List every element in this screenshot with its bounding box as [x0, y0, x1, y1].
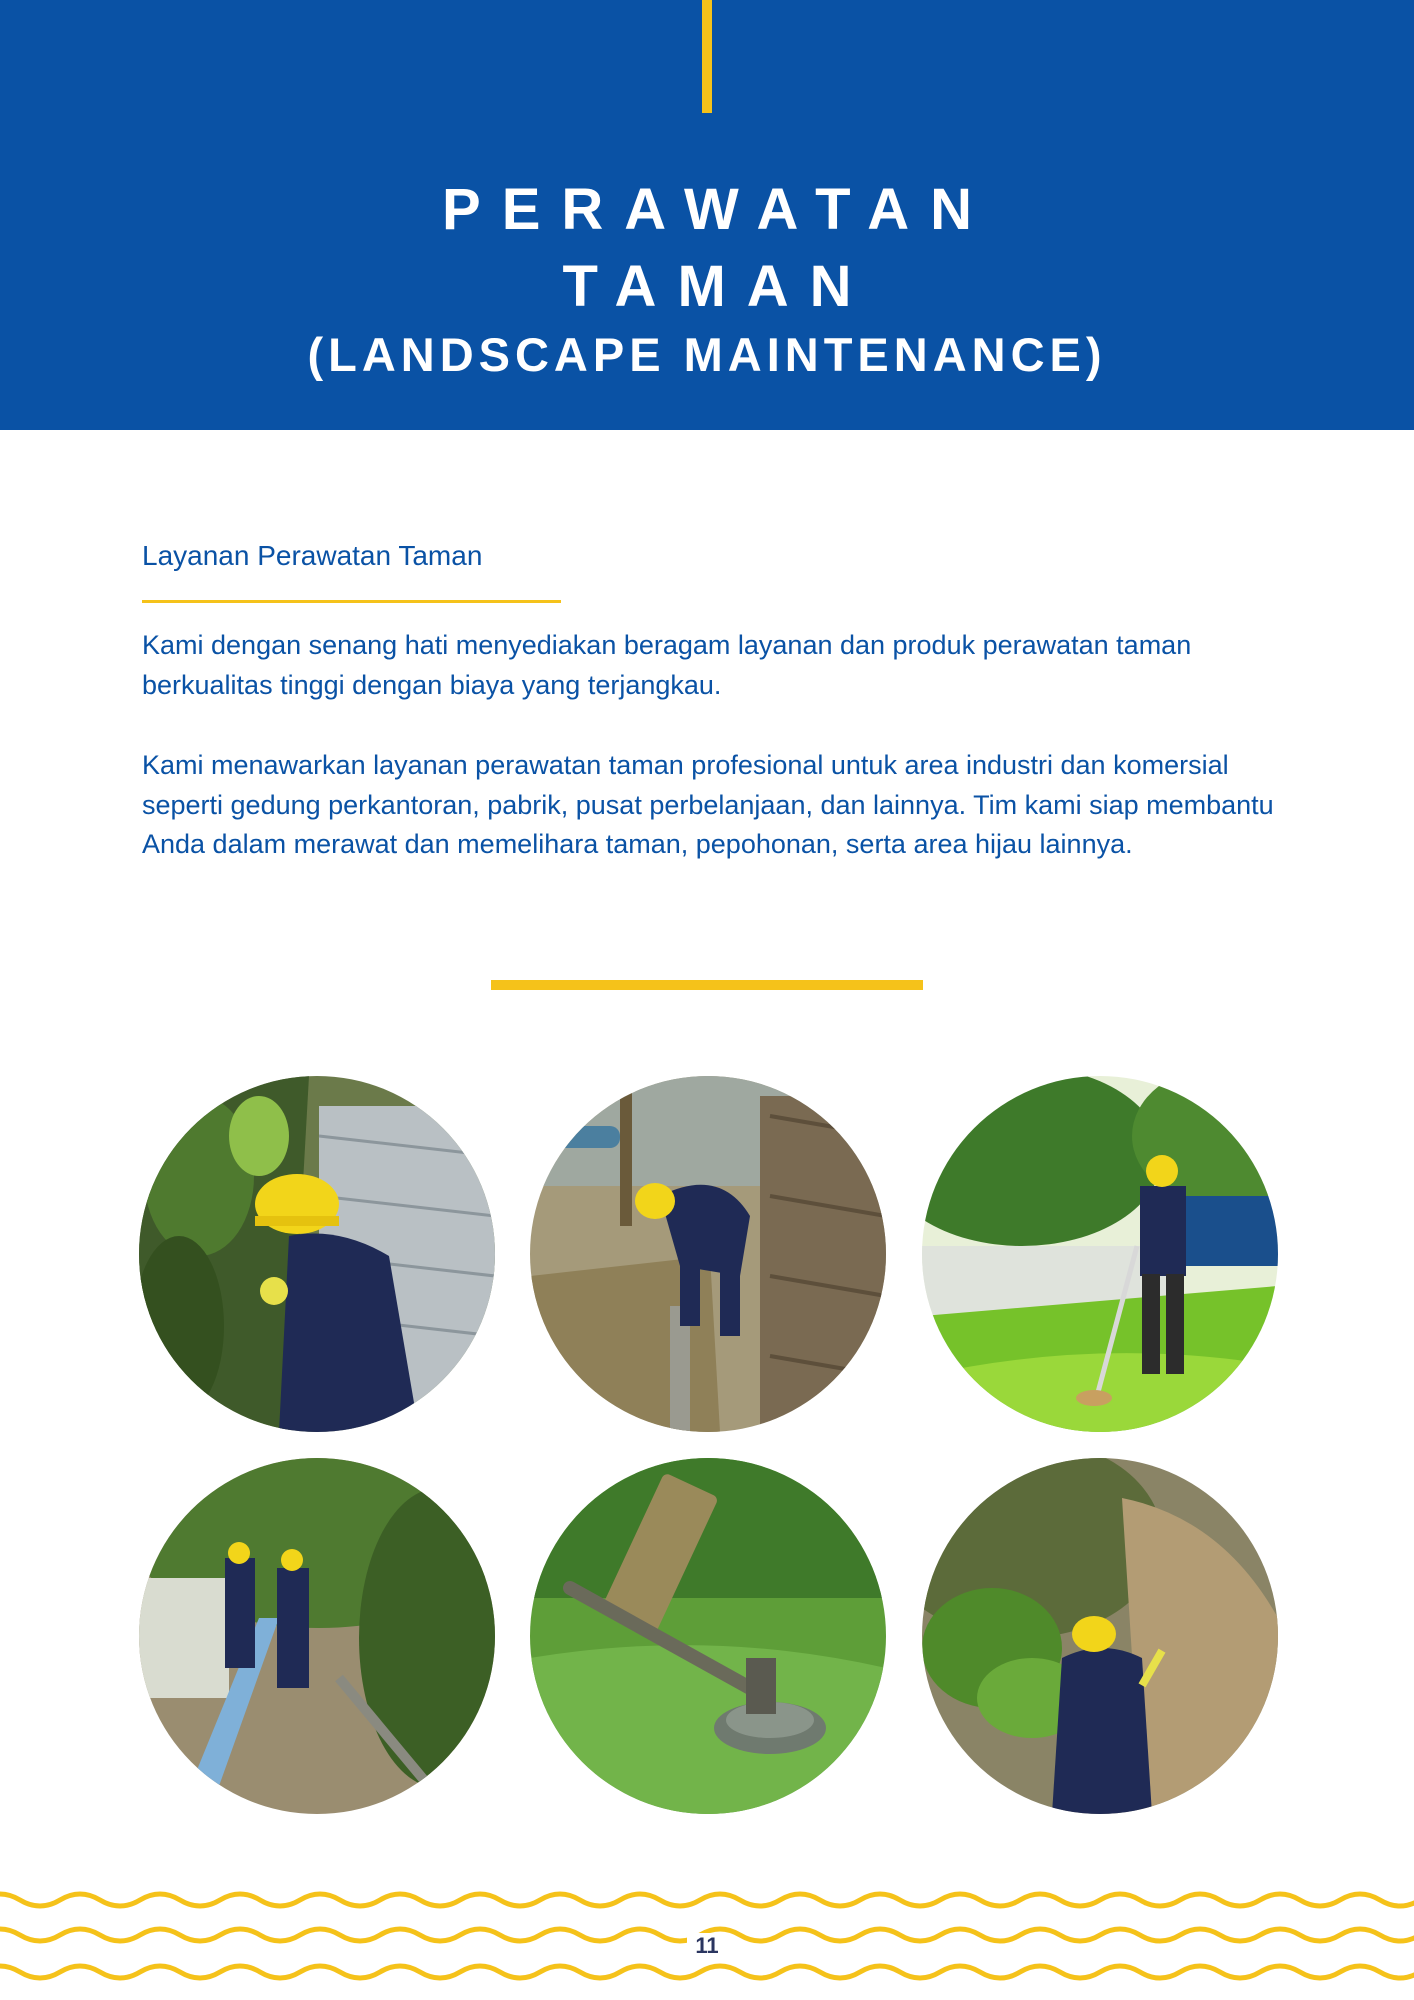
photo-workers-by-pipe — [139, 1458, 495, 1814]
page-title-line-1: PERAWATAN — [442, 177, 993, 242]
intro-paragraph: Kami dengan senang hati menyediakan beragam layanan dan produk perawatan taman berkualitas tinggi dengan biaya yang terjangkau. — [142, 630, 1192, 700]
divider-bar — [491, 980, 923, 990]
header-banner — [0, 0, 1414, 430]
page-subtitle: (LANDSCAPE MAINTENANCE) — [307, 328, 1107, 381]
photo-worker-grass-trimmer — [922, 1076, 1278, 1432]
photo-worker-trimming-vines — [139, 1076, 495, 1432]
page-number: 11 — [687, 1933, 726, 1958]
services-paragraph: Kami menawarkan layanan perawatan taman profesional untuk area industri dan komersial seperti gedung perkantoran, pabrik, pusat perbelanjaan, dan lainnya. Tim kami siap membantu Anda dalam merawat dan memelihara taman, pepohonan, serta area hijau lainnya. — [142, 750, 1274, 859]
section-heading: Layanan Perawatan Taman — [142, 540, 483, 571]
page-title-line-2: TAMAN — [562, 254, 873, 319]
header-accent-line — [702, 0, 712, 113]
page-number-container — [0, 1933, 1414, 1959]
photo-worker-cutting-branches — [922, 1458, 1278, 1814]
photo-grass-trimmer-closeup — [530, 1458, 886, 1814]
photo-worker-clearing-ditch — [530, 1076, 886, 1432]
section-underline — [142, 600, 561, 603]
